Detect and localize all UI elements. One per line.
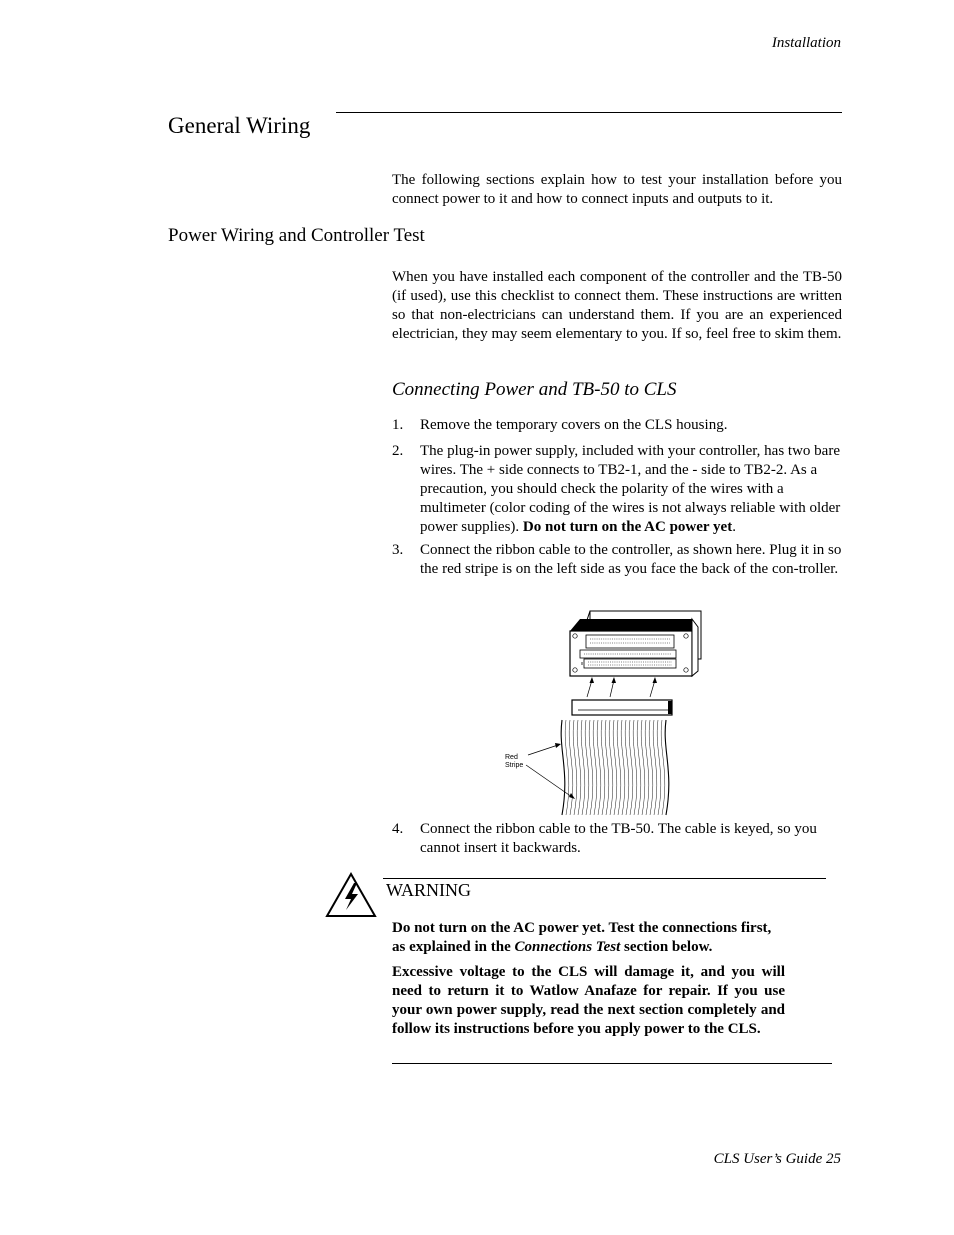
warning-paragraph-2: Excessive voltage to the CLS will damage it, and you will need to return it to Watlow Anafaze for repair. If you use your own power supply, read the next section completely and follow its instructions before you apply power to the CLS. [392, 964, 785, 1037]
warning-p1-text: Do not turn on the AC power yet. Test the connections first, as explained in the [392, 920, 772, 955]
warning-title: WARNING [386, 880, 471, 900]
list-text-tail: . [732, 519, 736, 535]
list-number: 3. [392, 542, 404, 558]
list-text-bold: Do not turn on the AC power yet [522, 519, 733, 535]
list-text: Connect the ribbon cable to the controller, as shown here. Plug it in so the red stripe is on the left side as you face the back of the con-troller. [420, 542, 842, 577]
list-text: The plug-in power supply, included with your controller, has two bare wires. The + side connects to TB2-1, and the - side to TB2-2. As a precaution, you should check the polarity of the wires with a multimeter (color coding of the wires is not always reliable with older power supplies). [420, 443, 841, 535]
running-header: Installation [771, 35, 841, 51]
list-item [392, 820, 842, 858]
list-item [392, 541, 842, 579]
list-number: 1. [392, 417, 404, 433]
high-voltage-warning-icon [325, 872, 377, 918]
list-number: 2. [392, 443, 404, 459]
warning-p1-italic: Connections Test [514, 939, 621, 955]
page-footer: CLS User’s Guide 25 [713, 1151, 841, 1167]
section-title-general-wiring: General Wiring [168, 113, 311, 138]
red-stripe-label-line1: Red [505, 754, 518, 761]
ribbon-cable-diagram [500, 605, 710, 817]
list-text: Connect the ribbon cable to the TB-50. The cable is keyed, so you cannot insert it backwards. [420, 821, 817, 856]
list-item [392, 442, 842, 537]
list-text: Remove the temporary covers on the CLS housing. [420, 417, 728, 433]
warning-p1-tail: section below. [620, 939, 713, 955]
subsubsection-title-connecting: Connecting Power and TB-50 to CLS [392, 379, 677, 400]
subsection-title-power-wiring: Power Wiring and Controller Test [168, 225, 425, 246]
power-wiring-intro: When you have installed each component of the controller and the TB-50 (if used), use this checklist to connect them. These instructions are written so that non-electricians can understand them. If you are an experienced electrician, they may seem elementary to you. If so, feel free to skim them. [392, 269, 842, 342]
list-number: 4. [392, 821, 404, 837]
warning-paragraph-1 [392, 919, 785, 957]
section-rule [336, 112, 842, 113]
warning-rule-bottom [392, 1063, 832, 1064]
warning-rule-top [383, 878, 826, 879]
red-stripe-label-line2: Stripe [505, 762, 524, 769]
general-wiring-intro: The following sections explain how to test your installation before you connect power to it and how to connect inputs and outputs to it. [392, 172, 842, 207]
list-text-container [420, 442, 842, 537]
list-item [392, 416, 842, 435]
